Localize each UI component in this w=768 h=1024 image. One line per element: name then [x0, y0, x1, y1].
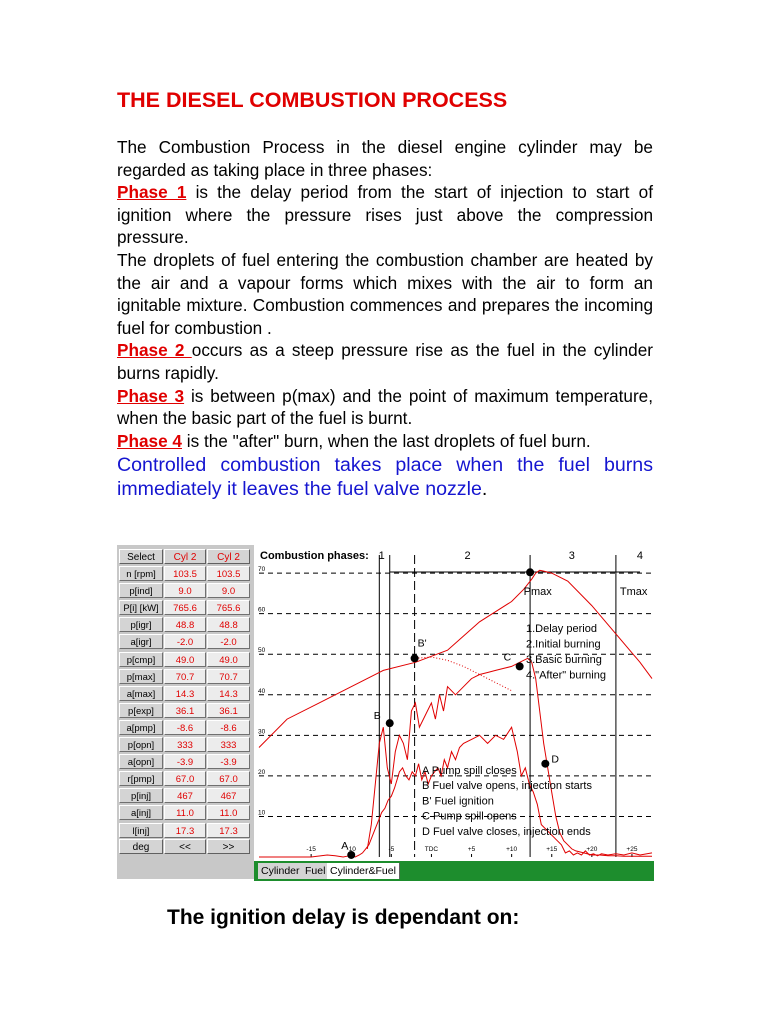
event-legend-item: B' Fuel ignition: [422, 795, 494, 808]
event-point-label: B: [373, 710, 381, 723]
param-label[interactable]: a[opn]: [119, 754, 163, 769]
event-point: [541, 760, 549, 768]
param-value-1: 36.1: [164, 703, 206, 718]
param-value-2: 67.0: [207, 771, 250, 786]
param-label[interactable]: p[igr]: [119, 617, 163, 632]
param-label[interactable]: a[inj]: [119, 805, 163, 820]
param-value-1: 333: [164, 737, 206, 752]
cylinder-select-2[interactable]: Cyl 2: [207, 549, 250, 564]
x-tick-label: +5: [467, 846, 476, 853]
pmax-label: Pmax: [523, 586, 552, 599]
chart-title: Combustion phases:: [260, 550, 369, 562]
phase1-text: is the delay period from the start of injection to start of ignition where the pressure rises just above the compression pressure.: [117, 182, 653, 248]
combustion-chart: [254, 545, 654, 881]
y-tick-label: 60: [258, 606, 266, 614]
phase4-text: is the "after" burn, when the last droplets of fuel burn.: [181, 430, 591, 451]
param-value-1: 9.0: [164, 583, 206, 598]
param-value-1: 17.3: [164, 823, 206, 838]
param-value-2: -3.9: [207, 754, 250, 769]
param-label[interactable]: p[inj]: [119, 788, 163, 803]
param-label[interactable]: a[pmp]: [119, 720, 163, 735]
phase-number: 3: [568, 550, 575, 562]
x-tick-label: +10: [506, 846, 518, 853]
event-point: [516, 662, 524, 670]
event-legend-item: A Pump spill closes: [422, 765, 517, 777]
param-value-2: 9.0: [207, 583, 250, 598]
param-value-2: -8.6: [207, 720, 250, 735]
event-legend-item: B Fuel valve opens, injection starts: [422, 780, 592, 793]
param-value-2: 467: [207, 788, 250, 803]
phase-number: 4: [636, 550, 644, 562]
phase3-label: Phase 3: [117, 385, 185, 406]
param-value-2: 765.6: [207, 600, 250, 615]
param-value-1: -3.9: [164, 754, 206, 769]
cylinder-data-panel: [117, 545, 254, 879]
droplets-paragraph: The droplets of fuel entering the combustion chamber are heated by the air and a vapour forms which mixes with the air to form an ignitable mixture. Combustion commences and prepares the incoming fuel for combustion .: [117, 249, 653, 338]
combustion-figure: [117, 545, 654, 881]
param-value-1: 14.3: [164, 686, 206, 701]
event-point-label: A: [341, 839, 349, 852]
select-button[interactable]: Select: [119, 549, 163, 564]
phase3-paragraph: [117, 385, 653, 430]
x-tick-label: -15: [306, 846, 316, 853]
y-tick-label: 40: [258, 687, 266, 695]
cylinder-select-1[interactable]: Cyl 2: [164, 549, 206, 564]
x-tick-label: -5: [388, 846, 395, 853]
y-tick-label: 50: [258, 647, 266, 655]
event-point: [526, 568, 534, 576]
param-value-2: 103.5: [207, 566, 250, 581]
y-tick-label: 20: [258, 768, 266, 776]
page-title: THE DIESEL COMBUSTION PROCESS: [117, 88, 508, 112]
param-value-2: 48.8: [207, 617, 250, 632]
param-label[interactable]: l[inj]: [119, 823, 163, 838]
phase3-text: is between p(max) and the point of maximum temperature, when the basic part of the fuel is burnt.: [117, 385, 653, 429]
y-tick-label: 30: [258, 728, 266, 736]
next-button[interactable]: >>: [207, 839, 250, 854]
param-value-1: 49.0: [164, 652, 206, 667]
phase-number: 1: [378, 550, 385, 562]
chart-text: [258, 550, 648, 853]
param-label[interactable]: p[exp]: [119, 703, 163, 718]
param-value-1: 48.8: [164, 617, 206, 632]
param-label[interactable]: r[pmp]: [119, 771, 163, 786]
body-text: [117, 136, 653, 501]
param-value-2: 70.7: [207, 669, 250, 684]
param-value-1: 67.0: [164, 771, 206, 786]
phase1-label: Phase 1: [117, 182, 187, 203]
x-tick-label: TDC: [424, 846, 439, 853]
param-label[interactable]: a[max]: [119, 686, 163, 701]
x-tick-label: +25: [626, 846, 638, 853]
phase1-paragraph: [117, 181, 653, 249]
phase-legend-item: 1.Delay period: [526, 623, 597, 635]
param-label[interactable]: n [rpm]: [119, 566, 163, 581]
param-value-2: 14.3: [207, 686, 250, 701]
phase-legend-item: 3.Basic burning: [526, 654, 602, 666]
param-label[interactable]: p[cmp]: [119, 652, 163, 667]
event-point: [386, 719, 394, 727]
phase-legend-item: 2.Initial burning: [526, 638, 601, 651]
phase4-paragraph: [117, 430, 653, 453]
param-value-1: 70.7: [164, 669, 206, 684]
param-value-2: 49.0: [207, 652, 250, 667]
deg-button[interactable]: deg: [119, 839, 163, 854]
phase4-label: Phase 4: [117, 430, 182, 451]
param-value-1: 11.0: [164, 805, 206, 820]
tab-cylinder[interactable]: Cylinder: [258, 863, 304, 879]
phase-legend-item: 4."After" burning: [526, 669, 606, 682]
tab-bar: [254, 861, 654, 881]
tab-fuel[interactable]: Fuel: [302, 863, 329, 879]
param-value-2: 36.1: [207, 703, 250, 718]
controlled-text: Controlled combustion takes place when the fuel burns immediately it leaves the fuel valve nozzle: [117, 454, 653, 501]
param-label[interactable]: p[ind]: [119, 583, 163, 598]
x-tick-label: -10: [346, 846, 356, 853]
compression-curve: [415, 657, 511, 691]
event-point-label: C: [503, 651, 512, 664]
param-label[interactable]: P[i] [kW]: [119, 600, 163, 615]
event-point-label: D: [551, 753, 559, 766]
param-value-1: 103.5: [164, 566, 206, 581]
param-label[interactable]: p[opn]: [119, 737, 163, 752]
phase2-paragraph: [117, 339, 653, 384]
param-value-2: 333: [207, 737, 250, 752]
y-tick-label: 10: [258, 809, 266, 817]
x-tick-label: +20: [586, 846, 598, 853]
param-value-1: -2.0: [164, 634, 206, 649]
controlled-combustion-text: [117, 453, 653, 501]
event-point-label: B': [417, 637, 427, 650]
phase2-text: occurs as a steep pressure rise as the fuel in the cylinder burns rapidly.: [117, 340, 654, 383]
tmax-label: Tmax: [619, 586, 648, 599]
event-legend-item: C Pump spill opens: [422, 810, 517, 823]
param-label[interactable]: p[max]: [119, 669, 163, 684]
controlled-period: .: [481, 478, 488, 501]
param-value-1: 765.6: [164, 600, 206, 615]
ignition-delay-heading: The ignition delay is dependant on:: [167, 906, 520, 929]
y-tick-label: 70: [258, 566, 266, 574]
previous-button[interactable]: <<: [164, 839, 206, 854]
phase2-label: Phase 2: [117, 340, 192, 361]
event-legend-item: D Fuel valve closes, injection ends: [422, 825, 591, 838]
param-value-1: 467: [164, 788, 206, 803]
param-value-1: -8.6: [164, 720, 206, 735]
param-value-2: 11.0: [207, 805, 250, 820]
x-tick-label: +15: [546, 846, 558, 853]
param-value-2: 17.3: [207, 823, 250, 838]
param-label[interactable]: a[igr]: [119, 634, 163, 649]
intro-paragraph: The Combustion Process in the diesel engine cylinder may be regarded as taking place in three phases:: [117, 137, 653, 180]
phase-number: 2: [464, 550, 471, 562]
param-value-2: -2.0: [207, 634, 250, 649]
tab-cylinder-fuel[interactable]: Cylinder&Fuel: [327, 863, 400, 879]
event-point: [411, 654, 419, 662]
